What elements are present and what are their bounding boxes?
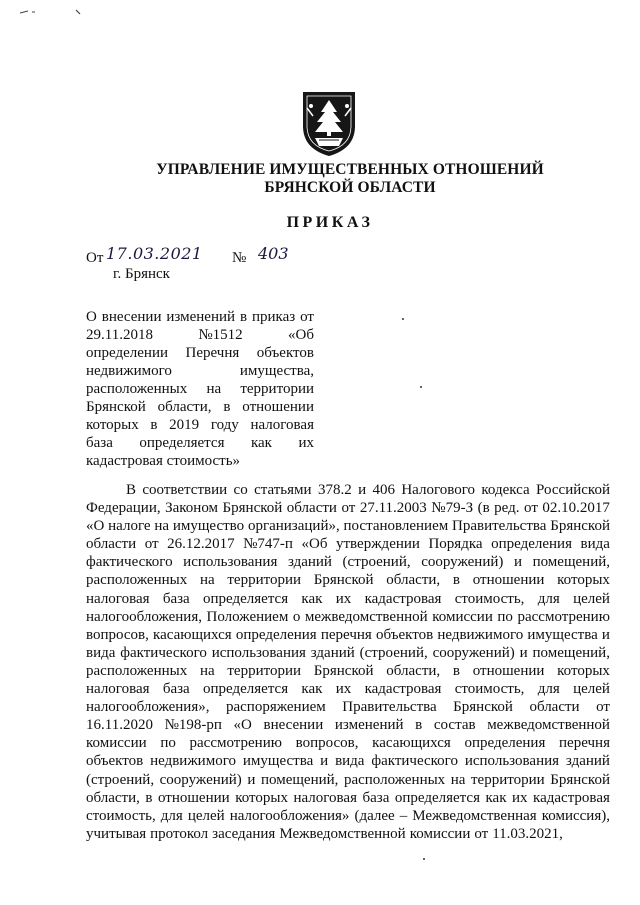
body-line: области, в отношении которых налоговая база определяется как их кадастровая: [86, 789, 610, 806]
subject-line: которых в 2019 году налоговая: [86, 417, 314, 433]
org-name-line2: БРЯНСКОЙ ОБЛАСТИ: [264, 179, 436, 196]
order-body: [86, 481, 610, 843]
body-line: вида фактического использования зданий (строений, сооружений) и помещений,: [86, 644, 610, 661]
body-line: налогообложения, Положением о межведомственной комиссии по рассмотрению: [86, 608, 610, 625]
body-line: области от 26.12.2017 №747-п «Об утверждении Порядка определения вида: [86, 536, 610, 553]
body-line: расположенных на территории Брянской области, в отношении которых: [86, 662, 610, 679]
subject-line: Брянской области, в отношении: [86, 399, 314, 415]
subject-line: определении Перечня объектов: [86, 345, 314, 361]
body-line: вопросов, касающихся определения перечня объектов недвижимого имущества и: [86, 626, 610, 643]
body-line: налоговая база определяется как их кадастровая стоимость, для целей: [86, 681, 610, 698]
body-line: комиссии по рассмотрению вопросов, касающихся определения перечня: [86, 735, 610, 752]
handwritten-number: 403: [258, 244, 289, 263]
org-name-line1: УПРАВЛЕНИЕ ИМУЩЕСТВЕННЫХ ОТНОШЕНИЙ: [156, 161, 544, 178]
body-line: 16.11.2020 №198-рп «О внесении изменений в состав межведомственной: [86, 717, 610, 734]
body-line: «О налоге на имущество организаций», постановлением Правительства Брянской: [86, 518, 610, 535]
body-line: налогообложения», распоряжением Правительства Брянской области от: [86, 699, 610, 716]
city-name: г. Брянск: [113, 266, 170, 282]
subject-line: база определяется как их: [86, 435, 314, 451]
subject-line: недвижимого имущества,: [86, 363, 314, 379]
document-type-title: ПРИКАЗ: [286, 214, 374, 231]
subject-line: расположенных на территории: [86, 381, 314, 397]
subject-line: О внесении изменений в приказ от: [86, 309, 314, 325]
subject-line: кадастровая стоимость»: [86, 453, 241, 469]
scan-speck: [420, 386, 422, 388]
scan-artifact-marks: [18, 6, 88, 16]
body-line: Федерации, Законом Брянской области от 27.11.2003 №79-З (в ред. от 02.10.2017: [86, 500, 610, 517]
body-line: стоимость, для целей налогообложения» (далее – Межведомственная комиссия),: [86, 807, 610, 824]
number-label: №: [232, 250, 247, 266]
body-line: объектов недвижимого имущества и вида фактического использования зданий: [86, 753, 610, 770]
body-line: учитывая протокол заседания Межведомственной комиссии от 11.03.2021,: [86, 825, 563, 842]
bryansk-coat-of-arms-icon: [299, 88, 359, 158]
scan-speck: [402, 318, 404, 320]
body-line: фактического использования зданий (строений, сооружений) и помещений,: [86, 554, 610, 571]
order-subject: [86, 308, 314, 470]
subject-line: 29.11.2018 №1512 «Об: [86, 327, 314, 343]
handwritten-date: 17.03.2021: [106, 244, 203, 263]
body-line: (строений, сооружений) и помещений, расположенных на территории Брянской: [86, 771, 610, 788]
document-meta: [86, 246, 346, 268]
body-line: В соответствии со статьями 378.2 и 406 Налогового кодекса Российской: [126, 482, 610, 498]
body-line: расположенных на территории Брянской области, в отношении которых: [86, 572, 610, 589]
date-label: От: [86, 250, 104, 266]
scan-speck: [423, 858, 425, 860]
body-line: налоговая база определяется как их кадастровая стоимость, для целей: [86, 590, 610, 607]
